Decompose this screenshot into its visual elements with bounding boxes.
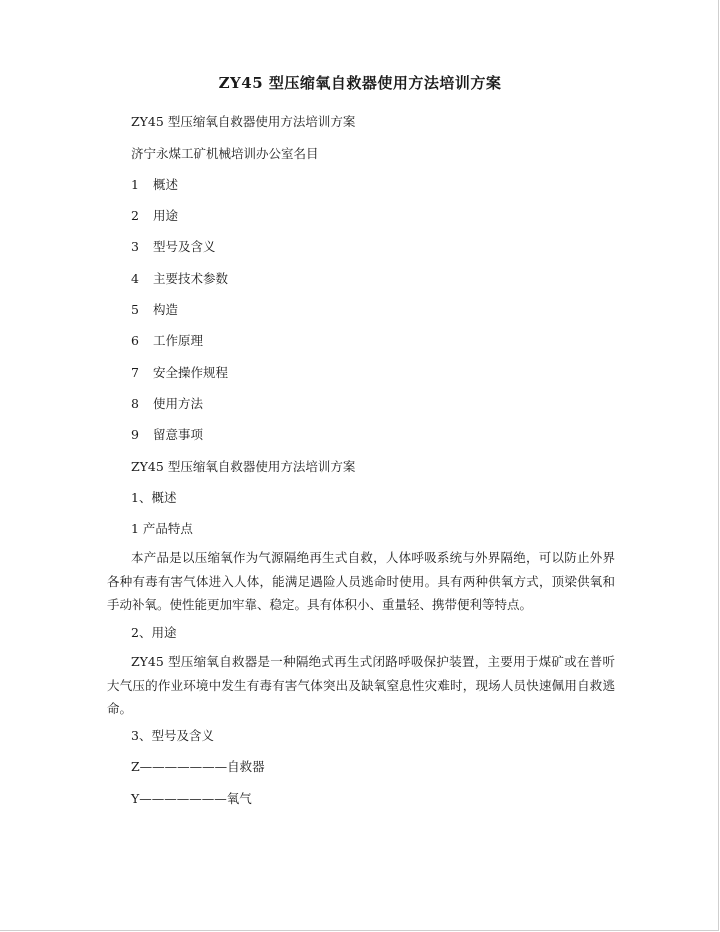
toc-label: 主要技术参数 [153,271,229,286]
toc-item [131,302,178,318]
toc-label: 安全操作规程 [153,365,229,380]
toc-number: 4 [131,271,139,286]
toc-number: 5 [131,302,139,317]
toc-item [131,427,203,443]
model-item: Y———————氧气 [131,791,252,806]
subtitle-line: ZY45 型压缩氧自救器使用方法培训方案 [131,114,356,129]
toc-number: 9 [131,427,139,442]
toc-item [131,333,203,349]
toc-item [131,177,178,193]
org-line: 济宁永煤工矿机械培训办公室名目 [131,146,319,161]
toc-label: 构造 [153,302,179,317]
section-3-heading: 3、型号及含义 [131,728,214,743]
toc-label: 工作原理 [153,333,204,348]
toc-number: 3 [131,239,139,254]
toc-label: 用途 [153,208,179,223]
toc-label: 留意事项 [153,427,204,442]
section-2-heading: 2、用途 [131,625,177,640]
toc-number: 1 [131,177,139,192]
toc-label: 概述 [153,177,179,192]
toc-item [131,208,178,224]
toc-label: 使用方法 [153,396,204,411]
toc-number: 7 [131,365,139,380]
section-heading: ZY45 型压缩氧自救器使用方法培训方案 [131,459,356,474]
toc-item [131,239,216,255]
document-title: ZY45 型压缩氧自救器使用方法培训方案 [218,74,502,92]
section-1-heading: 1、概述 [131,490,177,505]
model-item: Z———————自救器 [131,759,265,774]
toc-label: 型号及含义 [153,239,216,254]
toc-item [131,396,203,412]
toc-number: 2 [131,208,139,223]
toc-number: 8 [131,396,139,411]
section-2-paragraph: ZY45 型压缩氧自救器是一种隔绝式再生式闭路呼吸保护装置，主要用于煤矿或在普听大气压的作业环境中发生有毒有害气体突出及缺氧窒息性灾难时，现场人员快速佩用自救逃命。 [107,654,615,716]
toc-item [131,271,228,287]
section-1-subheading: 1 产品特点 [131,521,193,536]
section-1-paragraph: 本产品是以压缩氧作为气源隔绝再生式自救，人体呼吸系统与外界隔绝，可以防止外界各种有毒有害气体进入人体，能满足遇险人员逃命时使用。具有两种供氧方式，顶梁供氧和手动补氧。使性能更加牢靠、稳定。具有体积小、重量轻、携带便利等特点。 [107,550,615,612]
toc-item [131,365,228,381]
toc-number: 6 [131,333,139,348]
